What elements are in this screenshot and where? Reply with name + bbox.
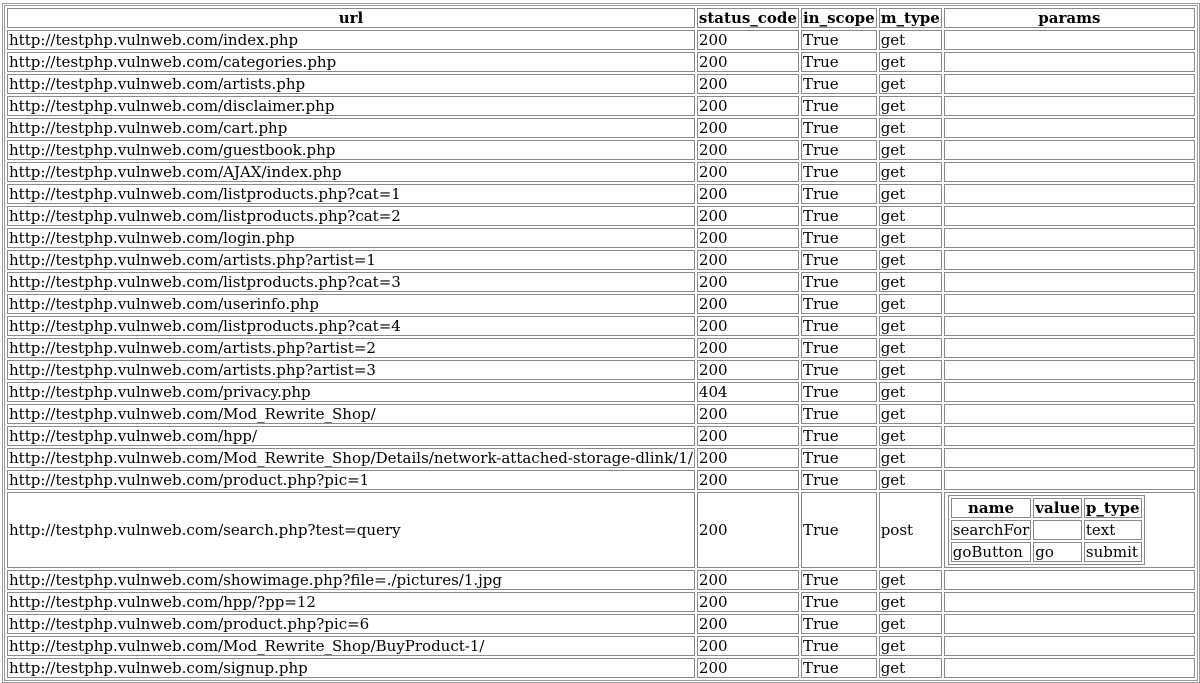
m-type-cell: get [879, 272, 942, 292]
in-scope-cell: True [801, 404, 877, 424]
m-type-cell: get [879, 316, 942, 336]
table-row [7, 404, 1195, 424]
params-cell [944, 162, 1195, 182]
params-cell [944, 30, 1195, 50]
table-row [7, 470, 1195, 490]
params-column-header: name [951, 498, 1032, 518]
url-cell: http://testphp.vulnweb.com/search.php?test=query [7, 492, 695, 568]
status-code-cell: 200 [697, 448, 799, 468]
params-cell [944, 52, 1195, 72]
m-type-cell: get [879, 338, 942, 358]
url-cell: http://testphp.vulnweb.com/AJAX/index.php [7, 162, 695, 182]
url-cell: http://testphp.vulnweb.com/Mod_Rewrite_Shop/BuyProduct-1/ [7, 636, 695, 656]
m-type-cell: get [879, 658, 942, 678]
params-cell [944, 184, 1195, 204]
m-type-cell: get [879, 74, 942, 94]
url-cell: http://testphp.vulnweb.com/hpp/ [7, 426, 695, 446]
url-cell: http://testphp.vulnweb.com/product.php?pic=6 [7, 614, 695, 634]
params-cell [944, 228, 1195, 248]
params-cell [944, 206, 1195, 226]
status-code-cell: 200 [697, 74, 799, 94]
table-row [7, 614, 1195, 634]
in-scope-cell: True [801, 448, 877, 468]
params-cell [944, 74, 1195, 94]
params-cell [944, 294, 1195, 314]
url-cell: http://testphp.vulnweb.com/listproducts.php?cat=4 [7, 316, 695, 336]
status-code-cell: 200 [697, 140, 799, 160]
m-type-cell: get [879, 426, 942, 446]
in-scope-cell: True [801, 52, 877, 72]
m-type-cell: get [879, 614, 942, 634]
m-type-cell: get [879, 118, 942, 138]
table-row [7, 30, 1195, 50]
status-code-cell: 200 [697, 250, 799, 270]
column-header-in-scope: in_scope [802, 9, 875, 27]
in-scope-cell: True [801, 30, 877, 50]
table-row [7, 316, 1195, 336]
results-table [5, 6, 1197, 680]
params-cell [944, 316, 1195, 336]
table-row [7, 140, 1195, 160]
in-scope-cell: True [801, 272, 877, 292]
m-type-cell: get [879, 96, 942, 116]
status-code-cell: 200 [697, 96, 799, 116]
status-code-cell: 200 [697, 470, 799, 490]
url-cell: http://testphp.vulnweb.com/product.php?pic=1 [7, 470, 695, 490]
column-header-url: url [7, 8, 695, 28]
status-code-cell: 200 [697, 592, 799, 612]
status-code-cell: 404 [697, 382, 799, 402]
in-scope-cell: True [801, 492, 877, 568]
status-code-cell: 200 [697, 338, 799, 358]
params-value-cell: goButton [951, 542, 1032, 562]
table-row [7, 592, 1195, 612]
table-row [7, 382, 1195, 402]
m-type-cell: get [879, 250, 942, 270]
url-cell: http://testphp.vulnweb.com/listproducts.php?cat=3 [7, 272, 695, 292]
table-row [7, 636, 1195, 656]
status-code-cell: 200 [697, 426, 799, 446]
params-cell [944, 118, 1195, 138]
status-code-cell: 200 [697, 294, 799, 314]
m-type-cell: get [879, 184, 942, 204]
params-cell [944, 470, 1195, 490]
in-scope-cell: True [801, 636, 877, 656]
url-cell: http://testphp.vulnweb.com/Mod_Rewrite_Shop/ [7, 404, 695, 424]
in-scope-cell: True [801, 162, 877, 182]
in-scope-cell: True [801, 96, 877, 116]
params-cell [944, 614, 1195, 634]
m-type-cell: get [879, 140, 942, 160]
params-cell [944, 360, 1195, 380]
url-cell: http://testphp.vulnweb.com/login.php [7, 228, 695, 248]
header-row [7, 8, 1195, 28]
table-body [7, 30, 1195, 678]
table-row [7, 74, 1195, 94]
m-type-cell: get [879, 382, 942, 402]
in-scope-cell: True [801, 360, 877, 380]
table-row [7, 360, 1195, 380]
m-type-cell: post [879, 492, 942, 568]
url-cell: http://testphp.vulnweb.com/index.php [7, 30, 695, 50]
url-cell: http://testphp.vulnweb.com/artists.php?artist=1 [7, 250, 695, 270]
in-scope-cell: True [801, 250, 877, 270]
params-cell [944, 404, 1195, 424]
in-scope-cell: True [801, 316, 877, 336]
params-value-cell: submit [1084, 542, 1142, 562]
in-scope-cell: True [801, 426, 877, 446]
params-value-cell: searchFor [952, 521, 1030, 539]
params-table [948, 495, 1145, 565]
params-column-header: value [1035, 499, 1080, 517]
in-scope-cell: True [801, 118, 877, 138]
in-scope-cell: True [801, 140, 877, 160]
m-type-cell: get [879, 360, 942, 380]
params-cell [944, 592, 1195, 612]
table-row [7, 426, 1195, 446]
url-cell: http://testphp.vulnweb.com/artists.php [7, 74, 695, 94]
table-row [7, 448, 1195, 468]
status-code-cell: 200 [697, 316, 799, 336]
url-cell: http://testphp.vulnweb.com/userinfo.php [7, 294, 695, 314]
in-scope-cell: True [801, 614, 877, 634]
params-row [951, 520, 1142, 540]
table-row [7, 162, 1195, 182]
status-code-cell: 200 [697, 492, 799, 568]
status-code-cell: 200 [697, 30, 799, 50]
url-cell: http://testphp.vulnweb.com/categories.php [7, 52, 695, 72]
params-cell [944, 96, 1195, 116]
table-row [7, 272, 1195, 292]
table-row [7, 570, 1195, 590]
in-scope-cell: True [801, 206, 877, 226]
url-cell: http://testphp.vulnweb.com/showimage.php?file=./pictures/1.jpg [7, 570, 695, 590]
status-code-cell: 200 [697, 118, 799, 138]
m-type-cell: get [879, 636, 942, 656]
params-cell [944, 448, 1195, 468]
url-cell: http://testphp.vulnweb.com/cart.php [7, 118, 695, 138]
table-row [7, 96, 1195, 116]
column-header-status-code: status_code [698, 9, 797, 27]
m-type-cell: get [879, 52, 942, 72]
params-cell [944, 570, 1195, 590]
m-type-cell: get [879, 162, 942, 182]
table-row [7, 294, 1195, 314]
m-type-cell: get [879, 404, 942, 424]
m-type-cell: get [879, 448, 942, 468]
table-row [7, 658, 1195, 678]
in-scope-cell: True [801, 570, 877, 590]
in-scope-cell: True [801, 382, 877, 402]
in-scope-cell: True [801, 228, 877, 248]
m-type-cell: get [879, 592, 942, 612]
url-cell: http://testphp.vulnweb.com/hpp/?pp=12 [7, 592, 695, 612]
params-cell [944, 658, 1195, 678]
in-scope-cell: True [801, 592, 877, 612]
status-code-cell: 200 [697, 360, 799, 380]
status-code-cell: 200 [697, 184, 799, 204]
table-row [7, 52, 1195, 72]
params-cell [944, 492, 1195, 568]
m-type-cell: get [879, 470, 942, 490]
params-cell [944, 426, 1195, 446]
m-type-cell: get [879, 228, 942, 248]
status-code-cell: 200 [697, 162, 799, 182]
status-code-cell: 200 [697, 570, 799, 590]
in-scope-cell: True [801, 294, 877, 314]
in-scope-cell: True [801, 74, 877, 94]
params-column-header: p_type [1085, 499, 1140, 517]
status-code-cell: 200 [697, 404, 799, 424]
params-value-cell: go [1033, 542, 1082, 562]
params-row [951, 542, 1142, 562]
table-row [7, 184, 1195, 204]
url-cell: http://testphp.vulnweb.com/disclaimer.php [7, 96, 695, 116]
params-header-row [951, 498, 1142, 518]
m-type-cell: get [879, 206, 942, 226]
table-row [7, 492, 1195, 568]
url-cell: http://testphp.vulnweb.com/listproducts.php?cat=1 [7, 184, 695, 204]
column-header-params: params [944, 8, 1195, 28]
in-scope-cell: True [801, 470, 877, 490]
status-code-cell: 200 [697, 658, 799, 678]
in-scope-cell: True [801, 338, 877, 358]
params-cell [944, 636, 1195, 656]
url-cell: http://testphp.vulnweb.com/privacy.php [7, 382, 695, 402]
table-row [7, 118, 1195, 138]
status-code-cell: 200 [697, 614, 799, 634]
results-table-frame [2, 3, 1200, 683]
url-cell: http://testphp.vulnweb.com/listproducts.php?cat=2 [7, 206, 695, 226]
column-header-m-type: m_type [880, 9, 940, 27]
m-type-cell: get [879, 294, 942, 314]
params-cell [944, 272, 1195, 292]
table-row [7, 206, 1195, 226]
params-cell [944, 338, 1195, 358]
url-cell: http://testphp.vulnweb.com/Mod_Rewrite_Shop/Details/network-attached-storage-dlink/1/ [9, 449, 693, 467]
table-row [7, 250, 1195, 270]
table-row [7, 228, 1195, 248]
table-row [7, 338, 1195, 358]
params-cell [944, 250, 1195, 270]
status-code-cell: 200 [697, 206, 799, 226]
status-code-cell: 200 [697, 228, 799, 248]
m-type-cell: get [879, 570, 942, 590]
in-scope-cell: True [801, 184, 877, 204]
status-code-cell: 200 [697, 272, 799, 292]
params-value-cell: text [1084, 520, 1142, 540]
m-type-cell: get [879, 30, 942, 50]
status-code-cell: 200 [697, 52, 799, 72]
url-cell: http://testphp.vulnweb.com/artists.php?artist=3 [7, 360, 695, 380]
params-cell [944, 140, 1195, 160]
url-cell: http://testphp.vulnweb.com/artists.php?artist=2 [7, 338, 695, 358]
url-cell: http://testphp.vulnweb.com/signup.php [7, 658, 695, 678]
url-cell: http://testphp.vulnweb.com/guestbook.php [7, 140, 695, 160]
in-scope-cell: True [801, 658, 877, 678]
params-cell [944, 382, 1195, 402]
params-value-cell [1033, 520, 1082, 540]
status-code-cell: 200 [697, 636, 799, 656]
